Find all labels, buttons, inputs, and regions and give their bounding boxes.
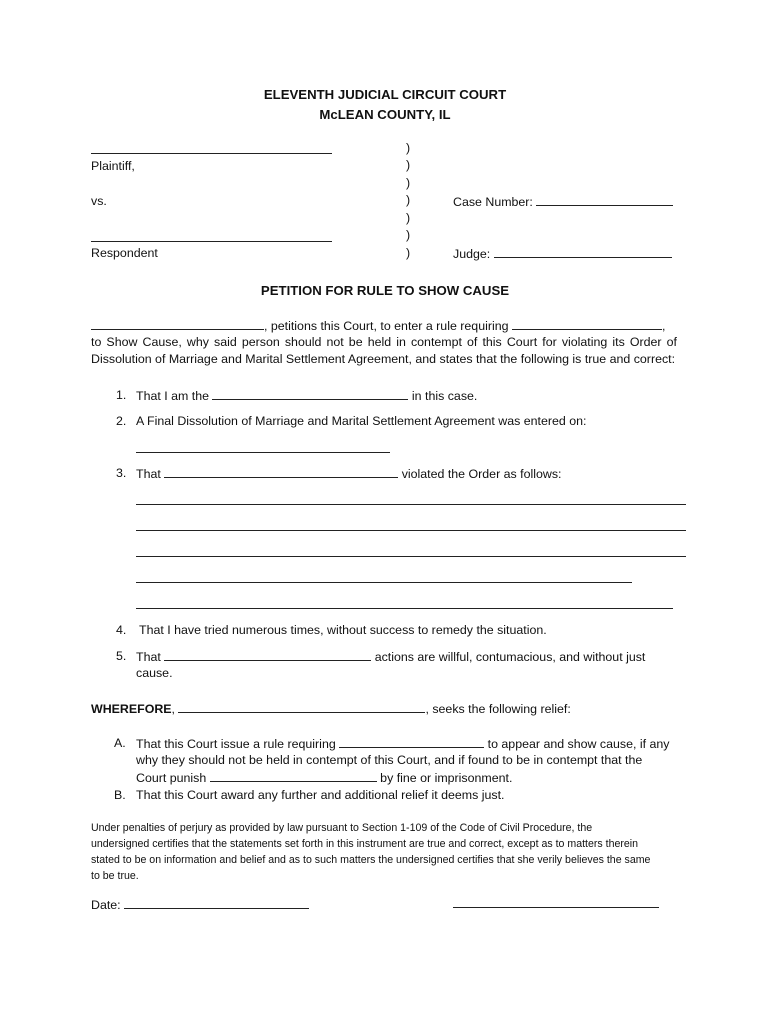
item-5 xyxy=(136,648,645,666)
wherefore-label: WHEREFORE xyxy=(91,702,172,716)
item-3-number: 3. xyxy=(116,466,127,480)
vs-label: vs. xyxy=(91,194,107,208)
item-4-text: That I have tried numerous times, without success to remedy the situation. xyxy=(139,623,547,637)
petitioner-role-input[interactable] xyxy=(212,387,408,400)
wherefore-text: , seeks the following relief: xyxy=(425,702,571,716)
court-name: ELEVENTH JUDICIAL CIRCUIT COURT xyxy=(263,87,507,102)
case-number-field xyxy=(453,193,673,211)
case-number-input[interactable] xyxy=(536,193,673,206)
item-5-number: 5. xyxy=(116,649,127,663)
item-3-text: That xyxy=(136,467,161,481)
intro-text: , petitions this Court, to enter a rule requiring xyxy=(264,319,509,333)
violator-name-input[interactable] xyxy=(164,465,398,478)
petition-title: PETITION FOR RULE TO SHOW CAUSE xyxy=(260,283,510,298)
respondent-name-line[interactable] xyxy=(91,241,332,242)
wherefore-line xyxy=(91,700,571,718)
item-4-number: 4. xyxy=(116,623,127,637)
item-1-text: That I am the xyxy=(136,389,210,403)
item-1-text-after: in this case. xyxy=(411,389,478,403)
judge-field xyxy=(453,245,672,263)
date-field xyxy=(91,896,309,914)
relief-a-line-1 xyxy=(136,735,670,753)
intro-comma: , xyxy=(661,319,666,333)
certification-paragraph: Under penalties of perjury as provided by law pursuant to Section 1-109 of the Code of Civil Procedure, the undersigned certifies that the statements set forth in this instrument are true and correct, except as to matters therein stated to be on information and belief and as to such matters the undersigned certifies that she verily believes the same to be true. xyxy=(91,822,651,882)
judgment-date-input[interactable] xyxy=(136,452,390,453)
relief-a-text-after: to appear and show cause, if any xyxy=(487,737,670,751)
rule-recipient-input[interactable] xyxy=(339,735,484,748)
caption-paren: ) xyxy=(406,211,411,225)
intro-line-1 xyxy=(91,317,665,335)
date-label: Date: xyxy=(91,898,121,912)
relief-b-text: That this Court award any further and additional relief it deems just. xyxy=(136,788,505,802)
item-5-text-after: actions are willful, contumacious, and without just xyxy=(374,650,646,664)
plaintiff-label: Plaintiff, xyxy=(91,159,135,173)
judge-label: Judge: xyxy=(453,247,491,261)
violation-line-1[interactable] xyxy=(136,504,686,505)
caption-paren: ) xyxy=(406,193,411,207)
plaintiff-name-line[interactable] xyxy=(91,153,332,154)
item-1 xyxy=(136,387,477,405)
violation-line-4[interactable] xyxy=(136,582,632,583)
caption-paren: ) xyxy=(406,176,411,190)
respondent-required-input[interactable] xyxy=(512,317,662,330)
signature-line[interactable] xyxy=(453,907,659,908)
petitioner-name-input[interactable] xyxy=(91,317,264,330)
item-5-continuation: cause. xyxy=(136,666,173,680)
intro-paragraph: to Show Cause, why said person should not be held in contempt of this Court for violating its Order of Dissolution of Marriage and Marital Settlement Agreement, and states that the following is true and correct: xyxy=(91,335,677,366)
item-3 xyxy=(136,465,561,483)
item-1-number: 1. xyxy=(116,388,127,402)
wherefore-comma: , xyxy=(171,702,175,716)
caption-paren: ) xyxy=(406,228,411,242)
relief-a-line-3 xyxy=(136,769,512,787)
caption-paren: ) xyxy=(406,158,411,172)
date-input[interactable] xyxy=(124,896,309,909)
item-2-text: A Final Dissolution of Marriage and Marital Settlement Agreement was entered on: xyxy=(136,414,587,428)
judge-input[interactable] xyxy=(494,245,672,258)
item-3-text-after: violated the Order as follows: xyxy=(401,467,562,481)
violation-line-3[interactable] xyxy=(136,556,686,557)
violation-line-5[interactable] xyxy=(136,608,673,609)
relief-a-letter: A. xyxy=(114,736,126,750)
relief-a-text-3: Court punish xyxy=(136,771,207,785)
actor-name-input[interactable] xyxy=(164,648,371,661)
relief-a-text: That this Court issue a rule requiring xyxy=(136,737,336,751)
relief-a-line-2: why they should not be held in contempt of this Court, and if found to be in contempt that the xyxy=(136,753,643,767)
punish-name-input[interactable] xyxy=(210,769,377,782)
respondent-label: Respondent xyxy=(91,246,158,260)
caption-paren: ) xyxy=(406,246,411,260)
violation-line-2[interactable] xyxy=(136,530,686,531)
relief-a-text-3-after: by fine or imprisonment. xyxy=(380,771,513,785)
item-5-text: That xyxy=(136,650,161,664)
relief-b-letter: B. xyxy=(114,788,126,802)
court-county: McLEAN COUNTY, IL xyxy=(319,107,451,122)
caption-paren: ) xyxy=(406,141,411,155)
wherefore-name-input[interactable] xyxy=(178,700,425,713)
case-number-label: Case Number: xyxy=(453,195,533,209)
item-2-number: 2. xyxy=(116,414,127,428)
